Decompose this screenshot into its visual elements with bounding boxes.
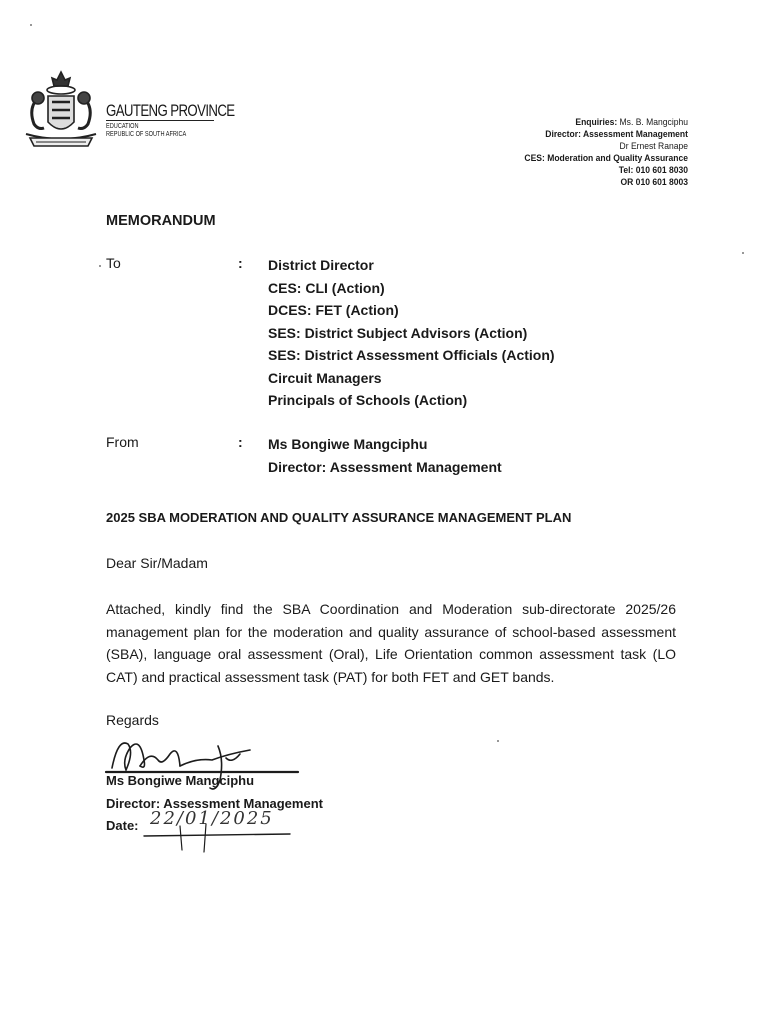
enquiries-second-title: CES: Moderation and Quality Assurance (524, 153, 688, 164)
scan-speck (497, 740, 499, 742)
letterhead-rule (106, 120, 214, 121)
recipient-item: Principals of Schools (Action) (268, 392, 468, 408)
enquiries-label: Enquiries: (575, 117, 618, 128)
recipient-item: CES: CLI (Action) (268, 279, 385, 296)
coat-of-arms-icon (18, 68, 104, 152)
sender-block (268, 433, 502, 478)
signatory-name: Ms Bongiwe Mangciphu (106, 773, 255, 788)
recipient-item: DCES: FET (Action) (268, 302, 399, 318)
enquiries-contact: Ms. B. Mangciphu (619, 117, 688, 128)
enquiries-block (418, 117, 688, 189)
sender-title: Director: Assessment Management (268, 458, 502, 475)
handwritten-signature (100, 730, 300, 855)
enquiries-line (418, 117, 688, 129)
memo-title: MEMORANDUM (106, 213, 216, 229)
to-label: To (106, 255, 121, 271)
body-paragraph: Attached, kindly find the SBA Coordination and Moderation sub-directorate 2025/26 management plan for the moderation and quality assurance of school-based assessment (SBA), language oral assessment (Oral), Life Orientation common assessment task (LO CAT) and practical assessment task (PAT) for both FET and GET bands. (106, 601, 676, 685)
scan-speck (99, 265, 101, 267)
recipient-item: SES: District Assessment Officials (Action) (268, 347, 555, 363)
enquiries-tel: Tel: 010 601 8030 (618, 165, 688, 176)
from-colon: : (238, 434, 243, 450)
org-name: GAUTENG PROVINCE (106, 101, 235, 120)
country-name: REPUBLIC OF SOUTH AFRICA (106, 131, 187, 138)
recipient-list (268, 254, 555, 412)
department-name: EDUCATION (106, 123, 139, 130)
memo-subject: 2025 SBA MODERATION AND QUALITY ASSURANCE MANAGEMENT PLAN (106, 510, 572, 525)
closing: Regards (106, 712, 159, 728)
enquiries-contact-title: Director: Assessment Management (545, 129, 688, 140)
to-colon: : (238, 255, 243, 271)
scan-speck (30, 24, 32, 26)
signatory-title: Director: Assessment Management (106, 796, 323, 811)
org-subtitle (106, 123, 186, 139)
date-label: Date: (106, 818, 139, 833)
recipient-item: SES: District Subject Advisors (Action) (268, 324, 528, 341)
sender-name: Ms Bongiwe Mangciphu (268, 436, 428, 452)
scan-speck (742, 252, 744, 254)
recipient-item: Circuit Managers (268, 369, 382, 386)
from-label: From (106, 434, 139, 450)
enquiries-second-contact: Dr Ernest Ranape (619, 141, 688, 152)
recipient-item: District Director (268, 257, 374, 273)
enquiries-alt-tel: OR 010 601 8003 (620, 177, 688, 188)
greeting: Dear Sir/Madam (106, 555, 208, 571)
date-handwritten: 22/01/2025 (150, 808, 274, 829)
